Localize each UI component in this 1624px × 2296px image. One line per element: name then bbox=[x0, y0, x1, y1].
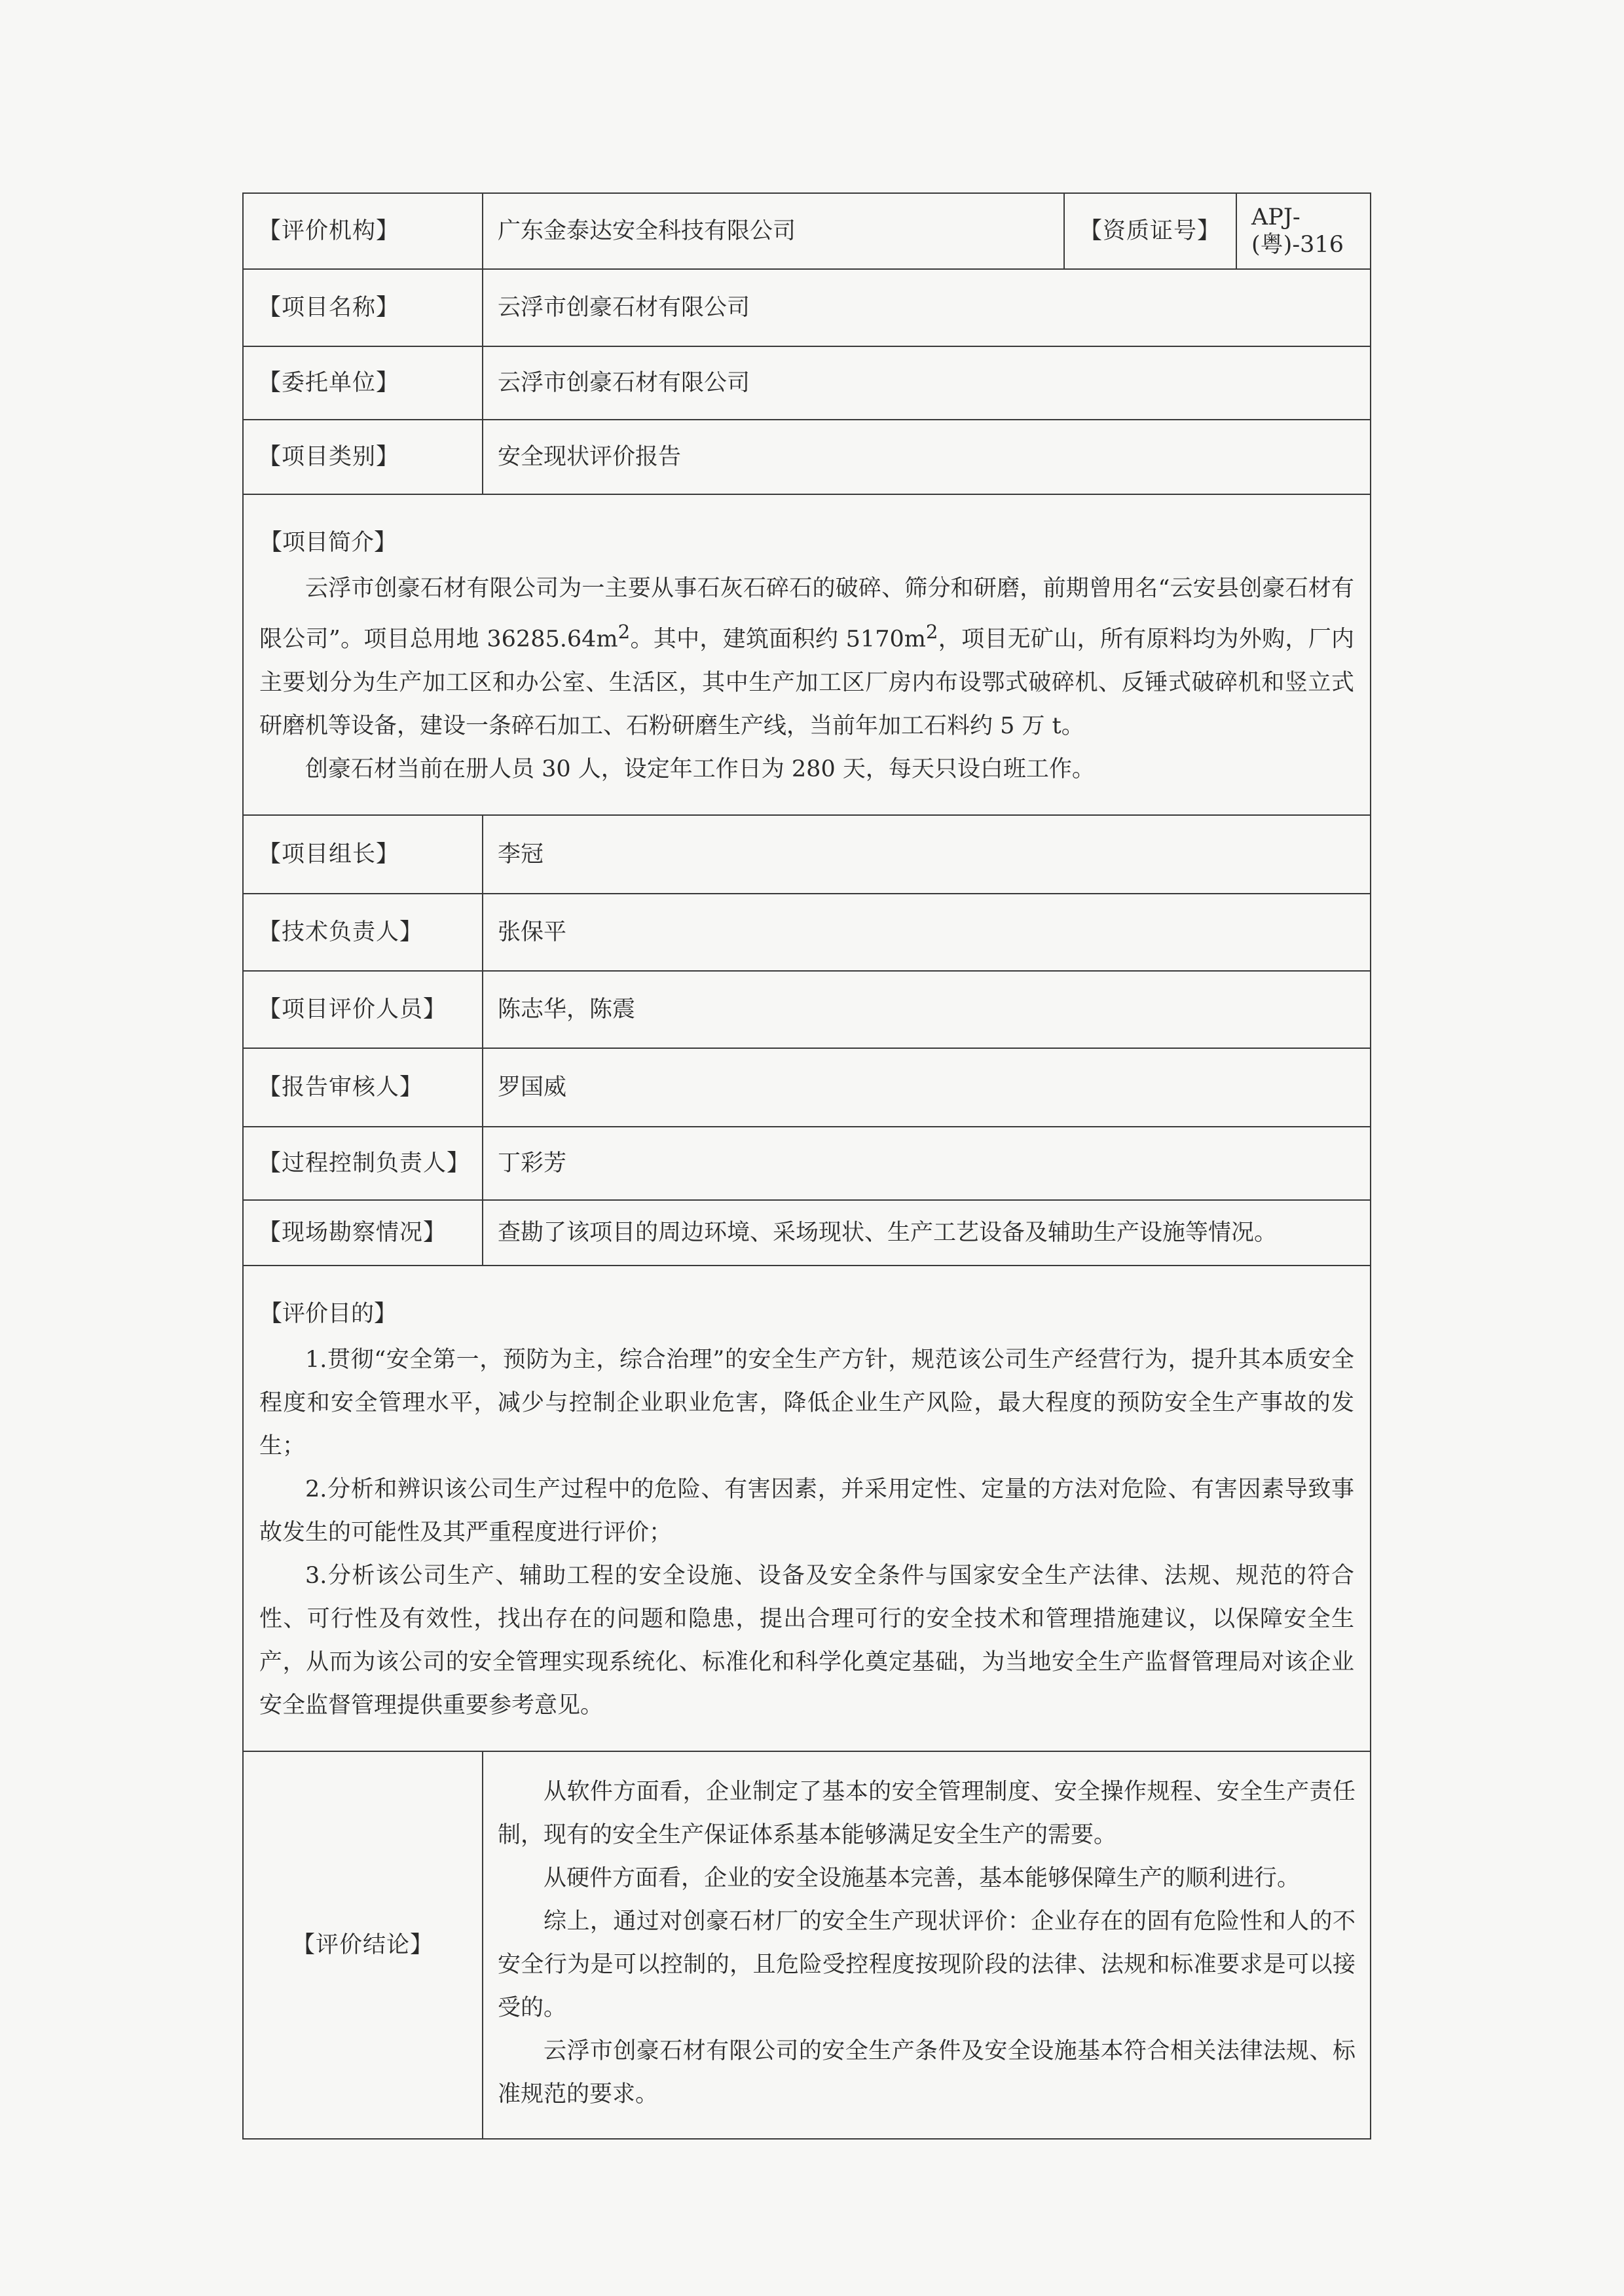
evaluators-label: 【项目评价人员】 bbox=[243, 971, 483, 1048]
conclusion-paragraph-1: 从软件方面看，企业制定了基本的安全管理制度、安全操作规程、安全生产责任制，现有的安全生产保证体系基本能够满足安全生产的需要。 bbox=[498, 1778, 1356, 1848]
org-value: 广东金泰达安全科技有限公司 bbox=[483, 193, 1064, 269]
intro-heading: 【项目简介】 bbox=[259, 530, 397, 556]
intro-text-c: ，项目无矿山，所有原料均为外购，厂内主要划分为生产加工区和办公室、生活区，其中生产加工区厂房内布设鄂式破碎机、反锤式破碎机和竖立式研磨机等设备，建设一条碎石加工、石粉研磨生产线，当前年加工石料约 5 万 t。 bbox=[259, 626, 1355, 739]
org-label: 【评价机构】 bbox=[243, 193, 483, 269]
row-process-control bbox=[243, 1127, 1371, 1200]
category-value: 安全现状评价报告 bbox=[483, 420, 1371, 494]
conclusion-text bbox=[483, 1751, 1371, 2139]
survey-label: 【现场勘察情况】 bbox=[243, 1200, 483, 1266]
row-project-leader bbox=[243, 815, 1371, 894]
project-name-label: 【项目名称】 bbox=[243, 269, 483, 346]
tech-value: 张保平 bbox=[483, 894, 1371, 971]
conclusion-paragraph-3: 综上，通过对创豪石材厂的安全生产现状评价：企业存在的固有危险性和人的不安全行为是可以控制的，且危险受控程度按现阶段的法律、法规和标准要求是可以接受的。 bbox=[498, 1908, 1356, 2021]
purpose-paragraph-2: 2.分析和辨识该公司生产过程中的危险、有害因素，并采用定性、定量的方法对危险、有害因素导致事故发生的可能性及其严重程度进行评价； bbox=[259, 1476, 1355, 1546]
row-project-name bbox=[243, 269, 1371, 346]
intro-text-a: 云浮市创豪石材有限公司为一主要从事石灰石碎石的破碎、筛分和研磨，前期曾用名“云安县创豪石材有限公司”。项目总用地 36285.64m bbox=[259, 575, 1355, 653]
row-organization bbox=[243, 193, 1371, 269]
evaluators-value: 陈志华，陈震 bbox=[483, 971, 1371, 1048]
row-site-survey bbox=[243, 1200, 1371, 1266]
intro-paragraph-1 bbox=[259, 567, 1354, 748]
purpose-paragraph-3: 3.分析该公司生产、辅助工程的安全设施、设备及安全条件与国家安全生产法律、法规、规范的符合性、可行性及有效性，找出存在的问题和隐患，提出合理可行的安全技术和管理措施建议，以保障安全生产，从而为该公司的安全管理实现系统化、标准化和科学化奠定基础，为当地安全生产监督管理局对该企业安全监督管理提供重要参考意见。 bbox=[259, 1562, 1355, 1719]
row-reviewer bbox=[243, 1048, 1371, 1127]
conclusion-paragraph-4: 云浮市创豪石材有限公司的安全生产条件及安全设施基本符合相关法律法规、标准规范的要求。 bbox=[498, 2037, 1356, 2107]
leader-label: 【项目组长】 bbox=[243, 815, 483, 894]
client-value: 云浮市创豪石材有限公司 bbox=[483, 346, 1371, 420]
intro-text-b: 。其中，建筑面积约 5170m bbox=[630, 626, 926, 653]
purpose-block bbox=[243, 1266, 1371, 1751]
project-intro-block bbox=[243, 494, 1371, 815]
process-label: 【过程控制负责人】 bbox=[243, 1127, 483, 1200]
cert-value: APJ-(粤)-316 bbox=[1236, 193, 1371, 269]
row-category bbox=[243, 420, 1371, 494]
intro-sup-2: 2 bbox=[925, 621, 938, 643]
row-evaluation-conclusion bbox=[243, 1751, 1371, 2139]
leader-value: 李冠 bbox=[483, 815, 1371, 894]
row-evaluation-purpose bbox=[243, 1266, 1371, 1751]
reviewer-label: 【报告审核人】 bbox=[243, 1048, 483, 1127]
conclusion-paragraph-2: 从硬件方面看，企业的安全设施基本完善，基本能够保障生产的顺利进行。 bbox=[544, 1865, 1301, 1891]
row-project-intro bbox=[243, 494, 1371, 815]
purpose-heading: 【评价目的】 bbox=[259, 1300, 397, 1327]
row-evaluators bbox=[243, 971, 1371, 1048]
intro-paragraph-2: 创豪石材当前在册人员 30 人，设定年工作日为 280 天，每天只设白班工作。 bbox=[305, 756, 1095, 782]
project-name-value: 云浮市创豪石材有限公司 bbox=[483, 269, 1371, 346]
evaluation-info-table bbox=[242, 192, 1371, 2140]
tech-label: 【技术负责人】 bbox=[243, 894, 483, 971]
cert-label: 【资质证号】 bbox=[1064, 193, 1236, 269]
row-client bbox=[243, 346, 1371, 420]
category-label: 【项目类别】 bbox=[243, 420, 483, 494]
survey-value: 查勘了该项目的周边环境、采场现状、生产工艺设备及辅助生产设施等情况。 bbox=[483, 1200, 1371, 1266]
reviewer-value: 罗国威 bbox=[483, 1048, 1371, 1127]
row-tech-lead bbox=[243, 894, 1371, 971]
intro-sup-1: 2 bbox=[618, 621, 631, 643]
client-label: 【委托单位】 bbox=[243, 346, 483, 420]
process-value: 丁彩芳 bbox=[483, 1127, 1371, 1200]
conclusion-label: 【评价结论】 bbox=[243, 1751, 483, 2139]
purpose-paragraph-1: 1.贯彻“安全第一，预防为主，综合治理”的安全生产方针，规范该公司生产经营行为，提升其本质安全程度和安全管理水平，减少与控制企业职业危害，降低企业生产风险，最大程度的预防安全生产事故的发生； bbox=[259, 1346, 1355, 1459]
